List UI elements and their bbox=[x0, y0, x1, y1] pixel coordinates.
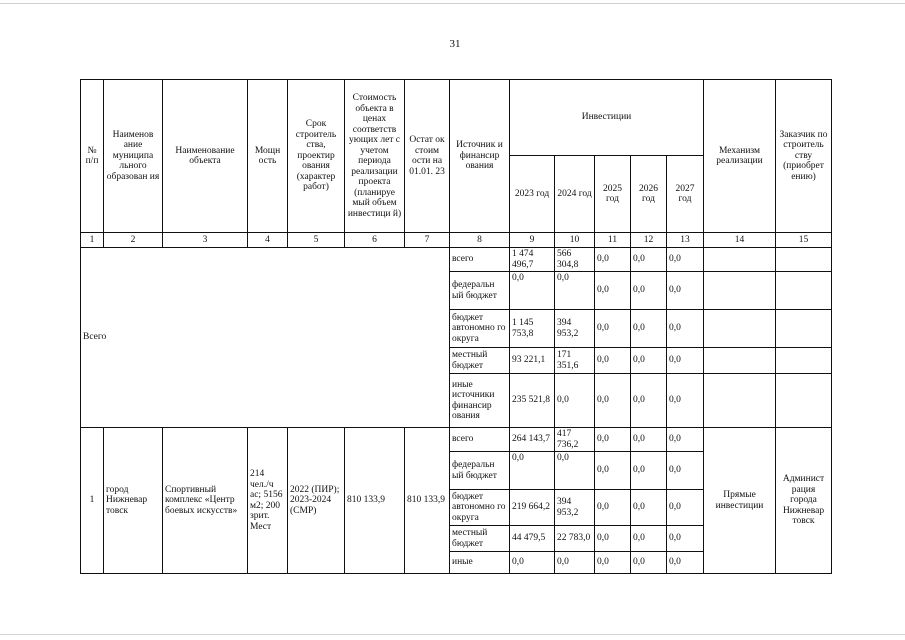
object-capacity: 214 чел./ч ас; 5156 м2; 200 зрит. Мест bbox=[248, 428, 288, 574]
value-2027: 0,0 bbox=[667, 452, 704, 490]
header-year-2025: 2025 год bbox=[595, 156, 631, 233]
value-2027: 0,0 bbox=[667, 526, 704, 552]
value-2023: 0,0 bbox=[510, 552, 555, 574]
source-cell: федеральн ый бюджет bbox=[450, 272, 510, 310]
header-customer: Заказчик по строитель ству (приобрет ению) bbox=[776, 80, 832, 233]
value-2024: 394 953,2 bbox=[555, 490, 595, 526]
value-2023: 219 664,2 bbox=[510, 490, 555, 526]
value-2026: 0,0 bbox=[631, 428, 667, 452]
header-cost: Стоимость объекта в ценах соответств ующих лет с учетом периода реализации проекта (планируе мый объем инвестици й) bbox=[345, 80, 405, 233]
header-source: Источник и финансир ования bbox=[450, 80, 510, 233]
header-municipality: Наименов ание муниципа льного образован ия bbox=[104, 80, 163, 233]
object-term: 2022 (ПИР); 2023-2024 (СМР) bbox=[288, 428, 345, 574]
value-2023: 44 479,5 bbox=[510, 526, 555, 552]
header-num: № п/п bbox=[81, 80, 104, 233]
value-2025: 0,0 bbox=[595, 310, 631, 348]
value-2025: 0,0 bbox=[595, 248, 631, 272]
source-cell: бюджет автономно го округа bbox=[450, 490, 510, 526]
value-2025: 0,0 bbox=[595, 272, 631, 310]
index-cell: 9 bbox=[510, 233, 555, 248]
header-remainder: Остат ок стоим ости на 01.01. 23 bbox=[405, 80, 450, 233]
header-mechanism: Механизм реализации bbox=[704, 80, 776, 233]
value-2026: 0,0 bbox=[631, 310, 667, 348]
value-2024: 0,0 bbox=[555, 374, 595, 428]
object-num: 1 bbox=[81, 428, 104, 574]
empty-cell bbox=[776, 310, 832, 348]
index-cell: 4 bbox=[248, 233, 288, 248]
object-remainder: 810 133,9 bbox=[405, 428, 450, 574]
index-cell: 12 bbox=[631, 233, 667, 248]
column-index-row bbox=[81, 233, 832, 248]
value-2025: 0,0 bbox=[595, 374, 631, 428]
empty-cell bbox=[704, 310, 776, 348]
value-2027: 0,0 bbox=[667, 552, 704, 574]
value-2026: 0,0 bbox=[631, 526, 667, 552]
source-cell: местный бюджет bbox=[450, 348, 510, 374]
value-2024: 171 351,6 bbox=[555, 348, 595, 374]
value-2025: 0,0 bbox=[595, 348, 631, 374]
source-cell: бюджет автономно го округа bbox=[450, 310, 510, 348]
total-label: Всего bbox=[81, 248, 450, 428]
empty-cell bbox=[776, 374, 832, 428]
empty-cell bbox=[704, 272, 776, 310]
source-cell: всего bbox=[450, 428, 510, 452]
value-2026: 0,0 bbox=[631, 490, 667, 526]
value-2023: 235 521,8 bbox=[510, 374, 555, 428]
value-2025: 0,0 bbox=[595, 490, 631, 526]
object-cost: 810 133,9 bbox=[345, 428, 405, 574]
header-year-2027: 2027 год bbox=[667, 156, 704, 233]
header-capacity: Мощн ость bbox=[248, 80, 288, 233]
object-mechanism: Прямые инвестиции bbox=[704, 428, 776, 574]
index-cell: 8 bbox=[450, 233, 510, 248]
source-cell: иные источники финансир ования bbox=[450, 374, 510, 428]
value-2027: 0,0 bbox=[667, 272, 704, 310]
index-cell: 2 bbox=[104, 233, 163, 248]
empty-cell bbox=[704, 248, 776, 272]
index-cell: 15 bbox=[776, 233, 832, 248]
value-2027: 0,0 bbox=[667, 348, 704, 374]
header-year-2026: 2026 год bbox=[631, 156, 667, 233]
value-2023: 1 145 753,8 bbox=[510, 310, 555, 348]
value-2023: 264 143,7 bbox=[510, 428, 555, 452]
scan-edge-top bbox=[0, 3, 905, 4]
value-2027: 0,0 bbox=[667, 428, 704, 452]
scan-edge-bottom bbox=[0, 634, 905, 635]
value-2024: 394 953,2 bbox=[555, 310, 595, 348]
value-2026: 0,0 bbox=[631, 272, 667, 310]
index-cell: 14 bbox=[704, 233, 776, 248]
header-year-2023: 2023 год bbox=[510, 156, 555, 233]
value-2024: 22 783,0 bbox=[555, 526, 595, 552]
value-2024: 0,0 bbox=[555, 452, 595, 490]
value-2023: 0,0 bbox=[510, 452, 555, 490]
index-cell: 7 bbox=[405, 233, 450, 248]
index-cell: 1 bbox=[81, 233, 104, 248]
object-municipality: город Нижневар товск bbox=[104, 428, 163, 574]
header-term: Срок строитель ства, проектир ования (характер работ) bbox=[288, 80, 345, 233]
value-2026: 0,0 bbox=[631, 452, 667, 490]
value-2023: 93 221,1 bbox=[510, 348, 555, 374]
index-cell: 10 bbox=[555, 233, 595, 248]
header-investments: Инвестиции bbox=[510, 80, 704, 156]
index-cell: 3 bbox=[163, 233, 248, 248]
index-cell: 13 bbox=[667, 233, 704, 248]
total-row-all bbox=[81, 248, 832, 272]
empty-cell bbox=[704, 374, 776, 428]
value-2026: 0,0 bbox=[631, 248, 667, 272]
value-2026: 0,0 bbox=[631, 374, 667, 428]
object-row-all bbox=[81, 428, 832, 452]
value-2027: 0,0 bbox=[667, 490, 704, 526]
value-2023: 1 474 496,7 bbox=[510, 248, 555, 272]
value-2027: 0,0 bbox=[667, 374, 704, 428]
empty-cell bbox=[776, 272, 832, 310]
source-cell: иные bbox=[450, 552, 510, 574]
value-2027: 0,0 bbox=[667, 248, 704, 272]
value-2023: 0,0 bbox=[510, 272, 555, 310]
source-cell: федеральн ый бюджет bbox=[450, 452, 510, 490]
value-2026: 0,0 bbox=[631, 348, 667, 374]
value-2025: 0,0 bbox=[595, 452, 631, 490]
value-2025: 0,0 bbox=[595, 428, 631, 452]
page-number: 31 bbox=[449, 38, 461, 50]
empty-cell bbox=[776, 348, 832, 374]
object-name: Спортивный комплекс «Центр боевых искусств» bbox=[163, 428, 248, 574]
value-2024: 417 736,2 bbox=[555, 428, 595, 452]
header-object-name: Наименование объекта bbox=[163, 80, 248, 233]
value-2026: 0,0 bbox=[631, 552, 667, 574]
empty-cell bbox=[704, 348, 776, 374]
value-2024: 0,0 bbox=[555, 272, 595, 310]
object-customer: Админист рация города Нижневар товск bbox=[776, 428, 832, 574]
index-cell: 11 bbox=[595, 233, 631, 248]
index-cell: 5 bbox=[288, 233, 345, 248]
investment-table bbox=[80, 79, 832, 574]
source-cell: всего bbox=[450, 248, 510, 272]
value-2024: 0,0 bbox=[555, 552, 595, 574]
index-cell: 6 bbox=[345, 233, 405, 248]
source-cell: местный бюджет bbox=[450, 526, 510, 552]
value-2025: 0,0 bbox=[595, 526, 631, 552]
value-2027: 0,0 bbox=[667, 310, 704, 348]
header-year-2024: 2024 год bbox=[555, 156, 595, 233]
value-2025: 0,0 bbox=[595, 552, 631, 574]
value-2024: 566 304,8 bbox=[555, 248, 595, 272]
empty-cell bbox=[776, 248, 832, 272]
